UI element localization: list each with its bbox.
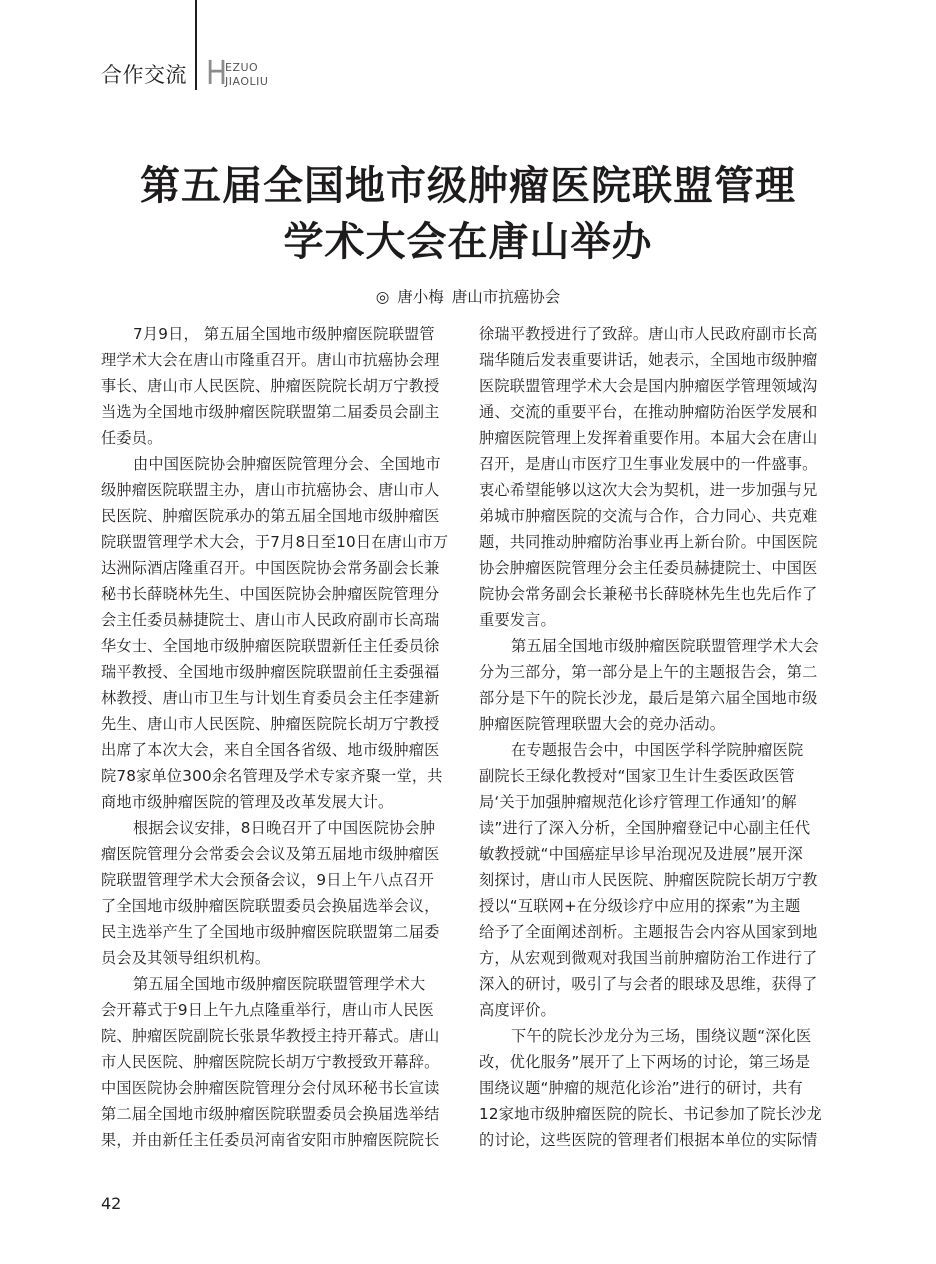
text-line: 授以“互联网+在分级诊疗中应用的探索”为主题	[479, 897, 801, 915]
text-line: 召开，是唐山市医疗卫生事业发展中的一件盛事。	[479, 455, 818, 473]
text-line: 中国医院协会肿瘤医院管理分会付凤环秘书长宣读	[101, 1079, 440, 1097]
text-line: 给予了全面阐述剖析。主题报告会内容从国家到地	[479, 923, 818, 941]
section-logo	[206, 53, 286, 92]
text-line: 瘤医院管理分会常委会会议及第五届地市级肿瘤医	[101, 845, 440, 863]
text-line: 林教授、唐山市卫生与计划生育委员会主任李建新	[101, 689, 440, 707]
text-line: 下午的院长沙龙分为三场，围绕议题“深化医	[511, 1027, 812, 1045]
text-line: 秘书长薛晓林先生、中国医院协会肿瘤医院管理分	[101, 585, 440, 603]
header-divider-line	[195, 0, 197, 90]
article-title	[0, 158, 936, 270]
article-title-line: 第五届全国地市级肿瘤医院联盟管理	[140, 162, 796, 209]
text-line: 员会及其领导组织机构。	[101, 949, 271, 967]
text-line: 院协会常务副会长兼秘书长薛晓林先生也先后作了	[479, 585, 818, 603]
text-line: 7月9日， 第五届全国地市级肿瘤医院联盟管	[133, 325, 435, 343]
text-line: 华女士、全国地市级肿瘤医院联盟新任主任委员徐	[101, 637, 440, 655]
text-line: 副院长王绿化教授对“国家卫生计生委医政医管	[479, 767, 795, 785]
text-line: 由中国医院协会肿瘤医院管理分会、全国地市	[133, 455, 441, 473]
text-line: 在专题报告会中，中国医学科学院肿瘤医院	[511, 741, 804, 759]
text-line: 医院联盟管理学术大会是国内肿瘤医学管理领域沟	[479, 377, 818, 395]
text-line: 敏教授就“中国癌症早诊早治现况及进展”展开深	[479, 845, 803, 863]
text-line: 当选为全国地市级肿瘤医院联盟第二届委员会副主	[101, 403, 440, 421]
text-line: 肿瘤医院管理联盟大会的竞办活动。	[479, 715, 726, 733]
text-line: 根据会议安排，8日晚召开了中国医院协会肿	[133, 819, 436, 837]
text-line: 级肿瘤医院联盟主办，唐山市抗癌协会、唐山市人	[101, 481, 440, 499]
text-line: 瑞平教授、全国地市级肿瘤医院联盟前任主委强福	[101, 663, 440, 681]
text-line: 理学术大会在唐山市隆重召开。唐山市抗癌协会理	[101, 351, 440, 369]
text-line: 深入的研讨，吸引了与会者的眼球及思维，获得了	[479, 975, 818, 993]
text-line: 12家地市级肿瘤医院的院长、书记参加了院长沙龙	[479, 1105, 822, 1123]
author-organization: 唐山市抗癌协会	[451, 288, 561, 306]
text-line: 第五届全国地市级肿瘤医院联盟管理学术大	[133, 975, 426, 993]
text-line: 市人民医院、肿瘤医院院长胡万宁教授致开幕辞。	[101, 1053, 440, 1071]
text-line: 衷心希望能够以这次大会为契机，进一步加强与兄	[479, 481, 818, 499]
text-line: 分为三部分，第一部分是上午的主题报告会，第二	[479, 663, 818, 681]
byline	[0, 286, 936, 308]
text-line: 第二届全国地市级肿瘤医院联盟委员会换届选举结	[101, 1105, 440, 1123]
text-line: 会主任委员赫捷院士、唐山市人民政府副市长高瑞	[101, 611, 440, 629]
text-line: 弟城市肿瘤医院的交流与合作，合力同心、共克难	[479, 507, 818, 525]
logo-letter: H	[206, 53, 228, 92]
text-line: 肿瘤医院管理上发挥着重要作用。本届大会在唐山	[479, 429, 818, 447]
text-line: 重要发言。	[479, 611, 556, 629]
text-line: 题，共同推动肿瘤防治事业再上新台阶。中国医院	[479, 533, 818, 551]
byline-mark-icon: ◎	[375, 288, 390, 306]
text-line: 读”进行了深入分析，全国肿瘤登记中心副主任代	[479, 819, 811, 837]
section-title: 合作交流	[101, 63, 187, 87]
text-line: 围绕议题“肿瘤的规范化诊治”进行的研讨，共有	[479, 1079, 803, 1097]
text-line: 局‘关于加强肿瘤规范化诊疗管理工作通知’的解	[479, 793, 797, 811]
text-line: 任委员。	[101, 429, 163, 447]
text-line: 果，并由新任主任委员河南省安阳市肿瘤医院院长	[101, 1131, 440, 1149]
text-line: 方，从宏观到微观对我国当前肿瘤防治工作进行了	[479, 949, 818, 967]
text-line: 第五届全国地市级肿瘤医院联盟管理学术大会	[511, 637, 819, 655]
text-line: 协会肿瘤医院管理分会主任委员赫捷院士、中国医	[479, 559, 818, 577]
text-line: 民主选举产生了全国地市级肿瘤医院联盟第二届委	[101, 923, 440, 941]
text-line: 院联盟管理学术大会，于7月8日至10日在唐山市万	[101, 533, 449, 551]
text-line: 民医院、肿瘤医院承办的第五届全国地市级肿瘤医	[101, 507, 440, 525]
text-line: 先生、唐山市人民医院、肿瘤医院院长胡万宁教授	[101, 715, 440, 733]
text-line: 改，优化服务”展开了上下两场的讨论，第三场是	[479, 1053, 811, 1071]
text-line: 院联盟管理学术大会预备会议，9日上午八点召开	[101, 871, 435, 889]
text-line: 院78家单位300余名管理及学术专家齐聚一堂，共	[101, 767, 443, 785]
page-number: 42	[101, 1194, 122, 1213]
text-line: 了全国地市级肿瘤医院联盟委员会换届选举会议，	[101, 897, 440, 915]
right-column	[479, 321, 839, 1153]
text-line: 的讨论，这些医院的管理者们根据本单位的实际情	[479, 1131, 818, 1149]
article-title-line: 学术大会在唐山举办	[283, 218, 653, 265]
text-line: 刻探讨，唐山市人民医院、肿瘤医院院长胡万宁教	[479, 871, 818, 889]
left-column	[101, 321, 461, 1153]
text-line: 会开幕式于9日上午九点隆重举行，唐山市人民医	[101, 1001, 435, 1019]
text-line: 事长、唐山市人民医院、肿瘤医院院长胡万宁教授	[101, 377, 440, 395]
text-line: 瑞华随后发表重要讲话，她表示，全国地市级肿瘤	[479, 351, 818, 369]
text-line: 徐瑞平教授进行了致辞。唐山市人民政府副市长高	[479, 325, 818, 343]
text-line: 出席了本次大会，来自全国各省级、地市级肿瘤医	[101, 741, 440, 759]
text-line: 高度评价。	[479, 1001, 556, 1019]
text-line: 部分是下午的院长沙龙，最后是第六届全国地市级	[479, 689, 818, 707]
logo-text-line2: JIAOLIU	[225, 75, 269, 88]
author-name: 唐小梅	[397, 288, 444, 306]
text-line: 达洲际酒店隆重召开。中国医院协会常务副会长兼	[101, 559, 440, 577]
text-line: 院、肿瘤医院副院长张景华教授主持开幕式。唐山	[101, 1027, 440, 1045]
text-line: 商地市级肿瘤医院的管理及改革发展大计。	[101, 793, 394, 811]
text-line: 通、交流的重要平台，在推动肿瘤防治医学发展和	[479, 403, 818, 421]
logo-text-line1: EZUO	[225, 61, 259, 74]
